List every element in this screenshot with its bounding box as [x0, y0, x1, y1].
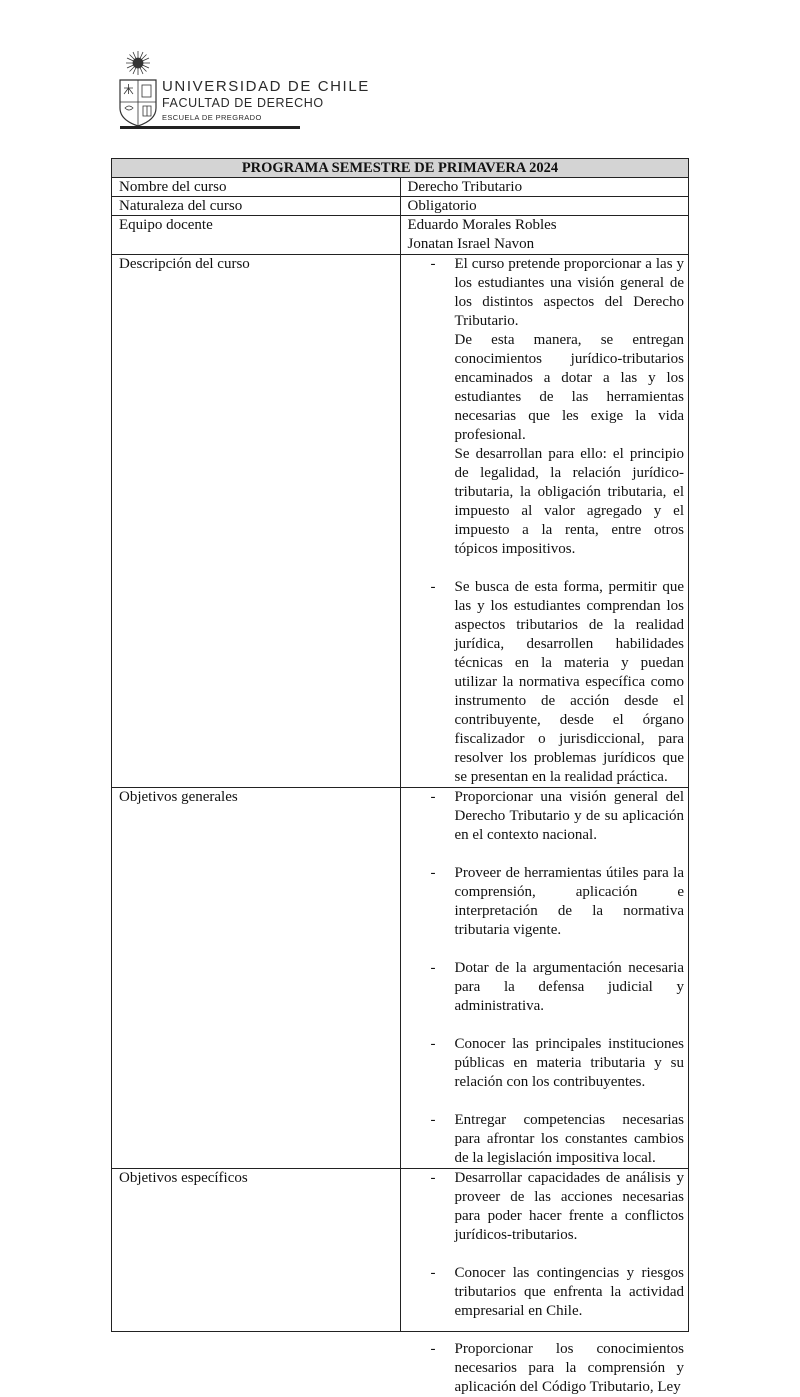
paragraph: De esta manera, se entregan conocimientos jurídico-tributarios encaminados a dotar a las y los estudiantes de las herramientas necesarias que les exige la vida profesional.	[454, 332, 684, 443]
course-description-value	[400, 255, 689, 788]
bullet-dash: -	[430, 256, 436, 272]
bullet-dash: -	[430, 1170, 436, 1186]
table-row	[112, 788, 689, 1169]
bullet-dash: -	[430, 1036, 436, 1052]
specific-objectives-value	[400, 1169, 689, 1395]
table-title-row	[112, 159, 689, 178]
bullet-dash: -	[430, 1112, 436, 1128]
objective-text: Dotar de la argumentación necesaria para la defensa judicial y administrativa.	[454, 960, 684, 1014]
university-name: UNIVERSIDAD DE CHILE	[162, 78, 370, 95]
course-nature-label: Naturaleza del curso	[112, 197, 401, 216]
list-item	[408, 578, 685, 787]
list-item	[408, 1169, 685, 1245]
teacher-name: Eduardo Morales Robles	[407, 217, 557, 233]
general-objectives-label: Objetivos generales	[112, 788, 401, 1169]
list-item	[408, 1111, 685, 1168]
objective-text: Conocer las contingencias y riesgos tributarios que enfrenta la actividad empresarial en Chile.	[454, 1265, 684, 1319]
list-item	[408, 1264, 685, 1321]
table-row	[112, 178, 689, 197]
bullet-dash: -	[430, 960, 436, 976]
list-item	[408, 788, 685, 845]
objective-text: Proveer de herramientas útiles para la comprensión, aplicación e interpretación de la normativa tributaria vigente.	[454, 865, 684, 938]
specific-objectives-list	[408, 1169, 685, 1397]
bullet-dash: -	[430, 1341, 436, 1357]
objective-text: Conocer las principales instituciones públicas en materia tributaria y su relación con los contribuyentes.	[454, 1036, 684, 1090]
general-objectives-value	[400, 788, 689, 1169]
faculty-name: FACULTAD DE DERECHO	[162, 96, 324, 110]
course-nature-value: Obligatorio	[400, 197, 689, 216]
specific-objectives-clip	[408, 1169, 685, 1395]
bullet-dash: -	[430, 865, 436, 881]
course-name-value: Derecho Tributario	[400, 178, 689, 197]
objective-text: Proporcionar los conocimientos necesarios para la comprensión y aplicación del Código Tributario, Ley	[454, 1341, 684, 1395]
list-item	[408, 959, 685, 1016]
paragraph: Se desarrollan para ello: el principio de legalidad, la relación jurídico-tributaria, la obligación tributaria, el impuesto al valor agregado y el impuesto a la renta, entre otros tópicos impositivos.	[454, 446, 684, 557]
table-row	[112, 216, 689, 255]
description-list	[408, 255, 685, 787]
objective-text: Proporcionar una visión general del Derecho Tributario y de su aplicación en el contexto nacional.	[454, 789, 684, 843]
teaching-team-label: Equipo docente	[112, 216, 401, 255]
course-name-label: Nombre del curso	[112, 178, 401, 197]
table-row	[112, 255, 689, 788]
teacher-name: Jonatan Israel Navon	[407, 236, 535, 252]
university-emblem-icon	[116, 50, 160, 128]
paragraph: El curso pretende proporcionar a las y los estudiantes una visión general de los distintos aspectos del Derecho Tributario.	[454, 256, 684, 329]
table-row	[112, 1169, 689, 1332]
objective-text: Desarrollar capacidades de análisis y proveer de las acciones necesarias para poder hacer frente a conflictos jurídicos-tributarios.	[454, 1170, 684, 1243]
paragraph: Se busca de esta forma, permitir que las y los estudiantes comprendan los aspectos tributarios de la realidad jurídica, desarrollen habilidades técnicas en la materia y puedan utilizar la normativa específica como instrumento de acción desde el contribuyente, desde el órgano fiscalizador o jurisdiccional, para resolver los problemas jurídicos que se presentan en la realidad práctica.	[454, 579, 684, 785]
list-item	[408, 1035, 685, 1092]
school-name: ESCUELA DE PREGRADO	[162, 113, 262, 122]
course-description-label: Descripción del curso	[112, 255, 401, 788]
general-objectives-list	[408, 788, 685, 1168]
bullet-dash: -	[430, 789, 436, 805]
list-item	[408, 255, 685, 559]
logo-divider	[120, 126, 300, 129]
bullet-dash: -	[430, 1265, 436, 1281]
university-logo	[116, 50, 370, 130]
objective-text: Entregar competencias necesarias para afrontar los constantes cambios de la legislación impositiva local.	[454, 1112, 684, 1166]
bullet-dash: -	[430, 579, 436, 595]
list-item	[408, 864, 685, 940]
program-title: PROGRAMA SEMESTRE DE PRIMAVERA 2024	[112, 159, 689, 178]
list-item	[408, 1340, 685, 1397]
table-row	[112, 197, 689, 216]
program-table	[111, 158, 689, 1395]
teaching-team-value	[400, 216, 689, 255]
specific-objectives-label: Objetivos específicos	[112, 1169, 401, 1332]
